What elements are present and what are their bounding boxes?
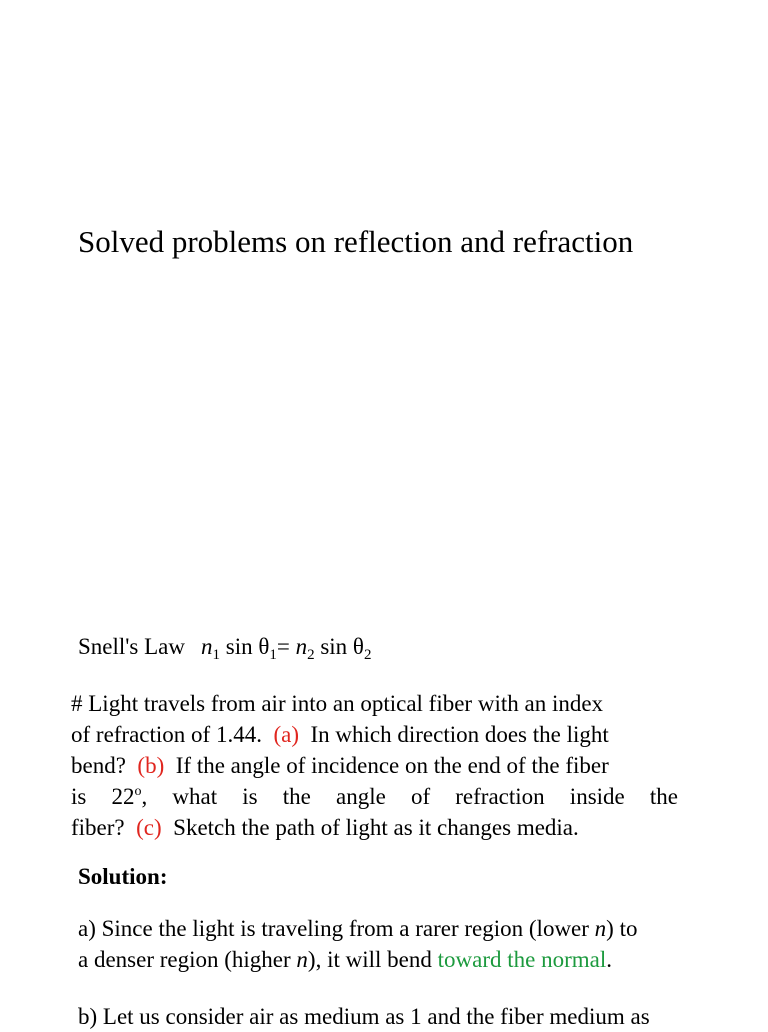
theta1-subscript: 1 <box>269 647 277 663</box>
n1-subscript: 1 <box>212 647 220 663</box>
problem-line: bend? (b) If the angle of incidence on the end of the fiber <box>71 753 609 778</box>
sin-theta2: sin θ <box>320 634 364 659</box>
part-c-label: (c) <box>136 815 162 840</box>
problem-line: # Light travels from air into an optical fiber with an index <box>71 691 604 716</box>
part-a-label: (a) <box>273 722 299 747</box>
snells-law-label: Snell's Law <box>78 634 185 659</box>
toward-normal-highlight: toward the normal <box>437 947 607 972</box>
problem-line: fiber? (c) Sketch the path of light as it changes media. <box>71 815 579 840</box>
part-b-label: (b) <box>137 753 165 778</box>
problem-statement <box>71 688 678 843</box>
n2-symbol: n <box>295 634 308 659</box>
problem-line: of refraction of 1.44. (a) In which direction does the light <box>71 722 609 747</box>
n2-subscript: 2 <box>307 647 315 663</box>
problem-line: is 22$^o$, what is the angle of refraction inside the <box>71 784 678 809</box>
answer-b: b) Let us consider air as medium as 1 and the fiber medium as <box>78 1004 650 1029</box>
page-title: Solved problems on reflection and refraction <box>78 224 634 259</box>
sin-theta1: sin θ <box>225 634 270 659</box>
n1-symbol: n <box>201 634 213 659</box>
solution-heading: Solution: <box>78 864 168 889</box>
degree-symbol: o <box>134 784 142 799</box>
snells-law <box>78 632 371 662</box>
equals-sign: = <box>276 634 290 659</box>
answer-a <box>78 913 718 975</box>
theta2-subscript: 2 <box>363 647 372 663</box>
answer-line: a) Since the light is traveling from a rarer region (lower n) to <box>78 916 638 941</box>
answer-line: a denser region (higher n), it will bend toward the normal. <box>78 947 612 972</box>
